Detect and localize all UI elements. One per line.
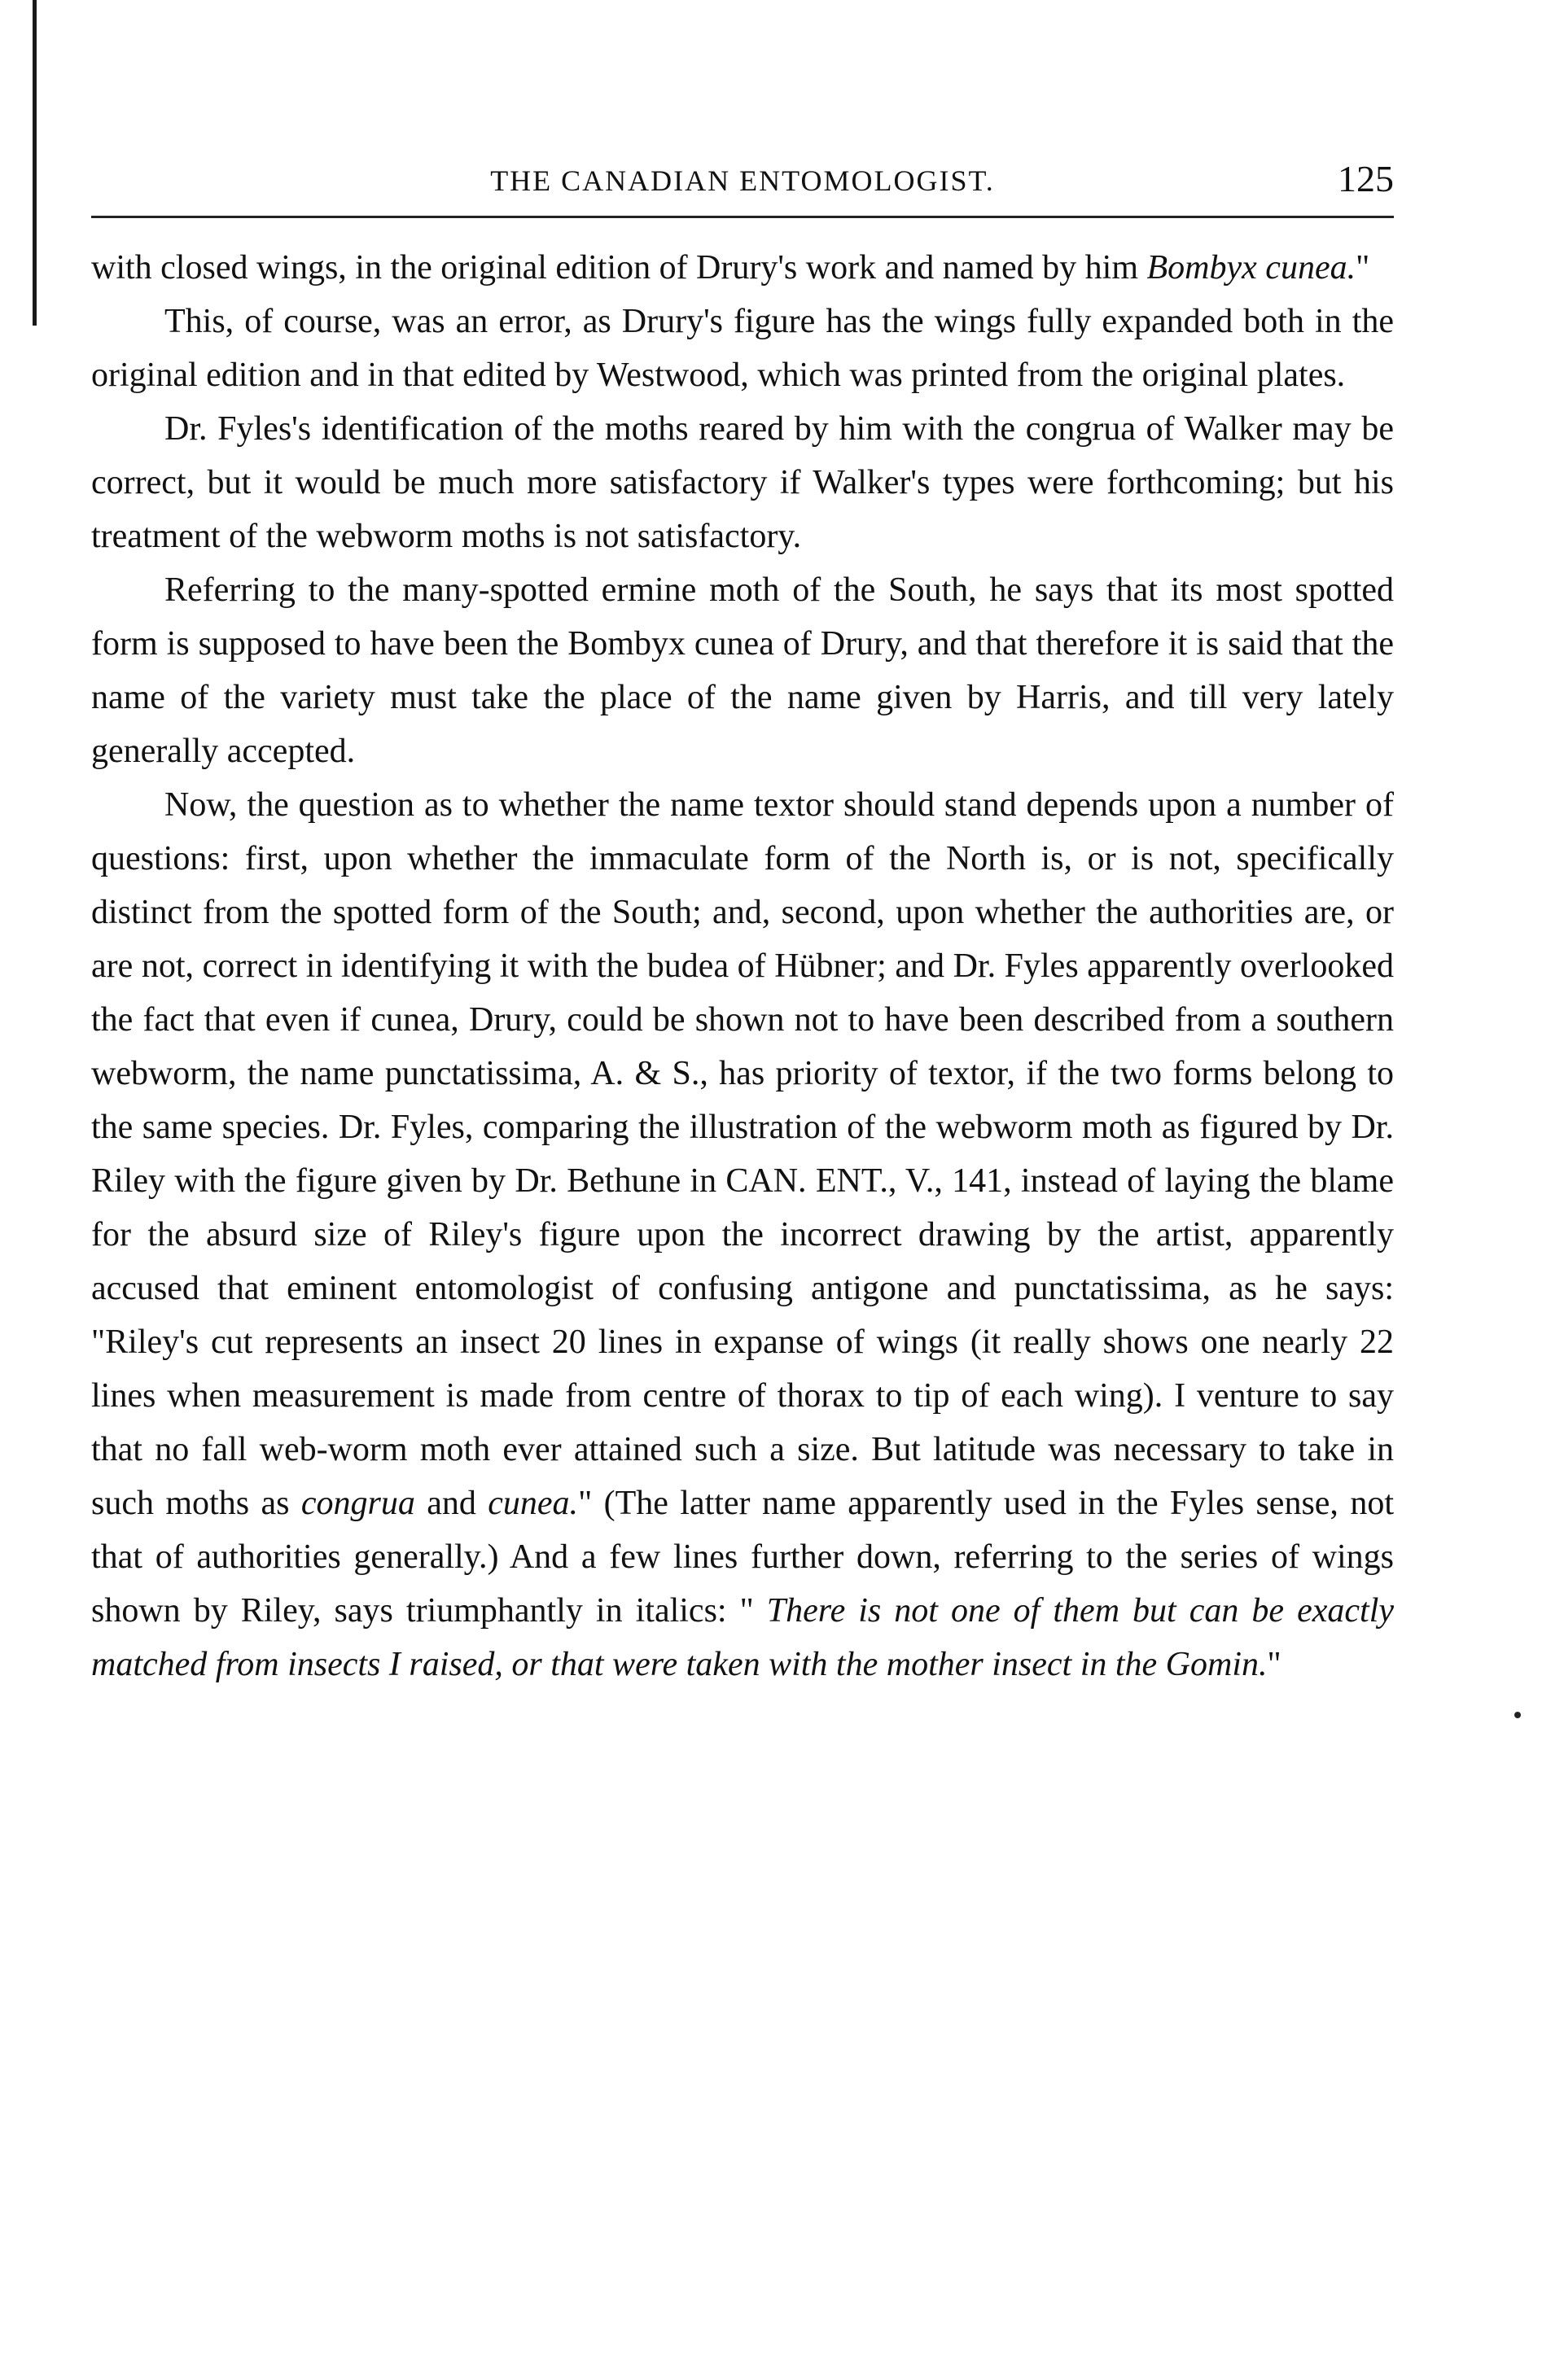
page — [91, 142, 1394, 1691]
text-run: This, of course, was an error, as Drury's figure has the wings fully expanded both in the original edition and in that edited by Westwood, which was printed from the original plates. — [91, 303, 1394, 394]
page-number: 125 — [1338, 158, 1394, 199]
paragraph — [91, 563, 1394, 778]
text-run: and — [414, 1485, 488, 1522]
scan-edge-line — [33, 0, 37, 326]
header-rule — [91, 216, 1394, 218]
text-run: " — [1267, 1646, 1281, 1683]
running-title: THE CANADIAN ENTOMOLOGIST. — [490, 164, 995, 197]
text-run: Now, the question as to whether the name textor should stand depends upon a number of questions: first, upon whether the immaculate form of the North is, or is not, specifically distinct from the spotted form of the South; and, second, upon whether the authorities are, or are not, correct in identifying it with the budea of Hübner; and Dr. Fyles apparently overlooked the fact that even if cunea, Drury, could be shown not to have been described from a southern webworm, the name punctatissima, A. & S., has priority of textor, if the two forms belong to the same species. Dr. Fyles, comparing the illustration of the webworm moth as figured by Dr. Riley with the figure given by Dr. Bethune in CAN. ENT., V., 141, instead of laying the blame for the absurd size of Riley's figure upon the incorrect drawing by the artist, apparently accused that eminent entomologist of confusing antigone and punctatissima, as he says: "Riley's cut represents an insect 20 lines in expanse of wings (it really shows one nearly 22 lines when measurement is made from centre of thorax to tip of each wing). I venture to say that no fall web-worm moth ever attained such a size. But latitude was necessary to take in such moths as — [91, 786, 1394, 1522]
paragraph — [91, 241, 1394, 295]
paragraph — [91, 402, 1394, 563]
italic-text: congrua — [300, 1485, 415, 1522]
margin-mark — [1514, 1712, 1521, 1718]
italic-text: cunea. — [488, 1485, 579, 1522]
text-run: Dr. Fyles's identification of the moths reared by him with the congrua of Walker may be correct, but it would be much more satisfactory if Walker's types were forthcoming; but his treatment of the webworm moths is not satisfactory. — [91, 410, 1394, 555]
paragraph — [91, 778, 1394, 1691]
paragraph — [91, 295, 1394, 402]
text-run: with closed wings, in the original edition of Drury's work and named by him — [91, 249, 1147, 287]
text-run: Referring to the many-spotted ermine moth of the South, he says that its most spotted form is supposed to have been the Bombyx cunea of Drury, and that therefore it is said that the name of the variety must take the place of the name given by Harris, and till very lately generally accepted. — [91, 571, 1394, 770]
page-header — [91, 142, 1394, 216]
text-run: " — [1356, 249, 1370, 287]
body-text — [91, 241, 1394, 1691]
italic-text: Bombyx cunea. — [1146, 249, 1356, 287]
italic-text: There is not one of them but can be exactly matched from insects I raised, or that were taken with the mother insect in the Gomin. — [91, 1592, 1395, 1683]
text-run: " (The latter name apparently used in the Fyles sense, not that of authorities generally.) And a few lines further down, referring to the series of wings shown by Riley, says triumphantly in italics: " — [91, 1485, 1394, 1630]
